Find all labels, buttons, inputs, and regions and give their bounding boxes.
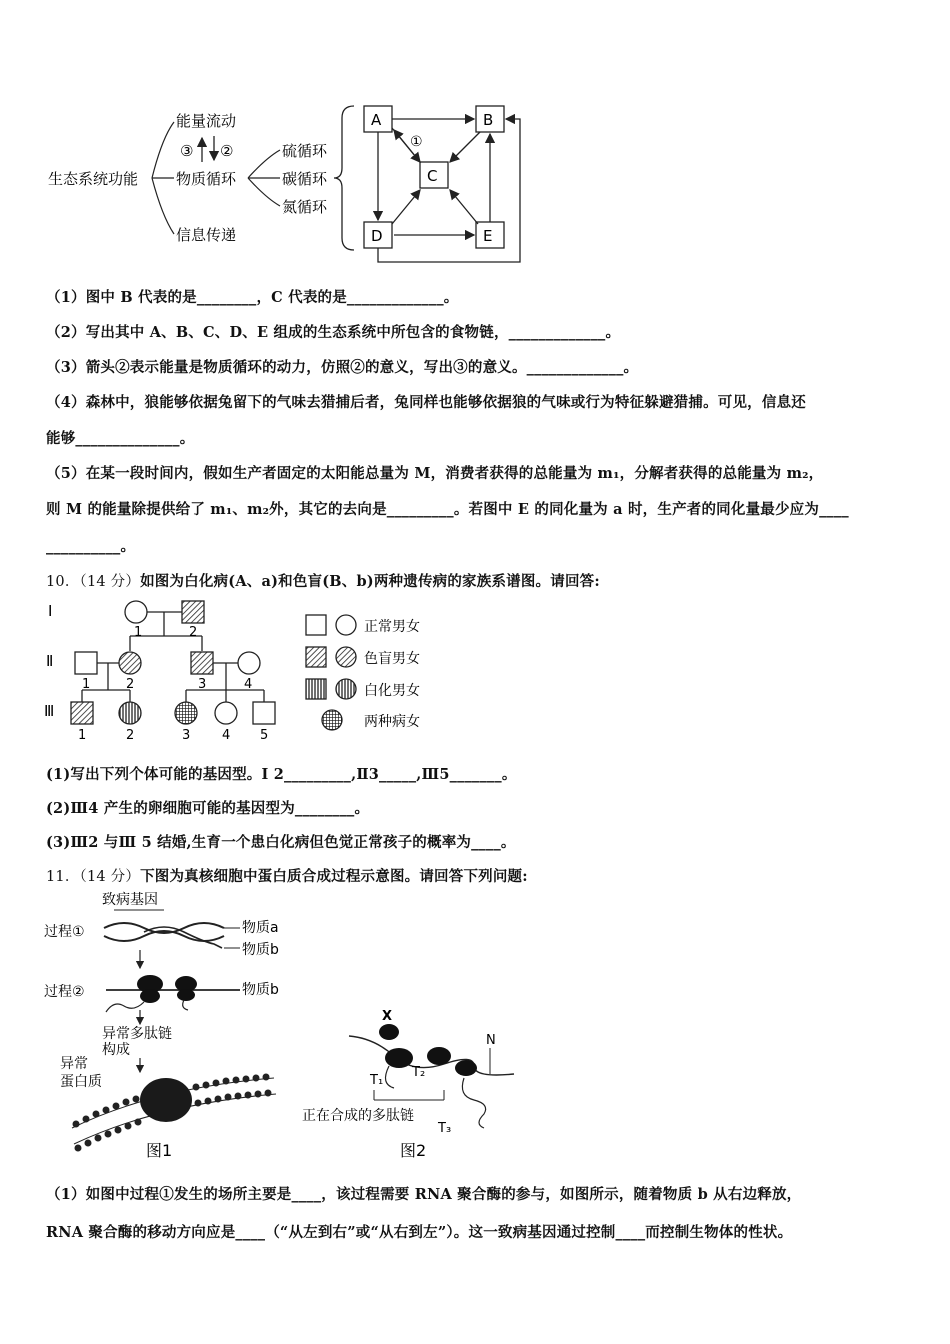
fig1-substance-a: 物质a (242, 920, 279, 936)
q9-part4b: 能够______________。 (46, 430, 195, 447)
legend-colorblind: 色盲男女 (364, 651, 420, 667)
carbon-cycle-label: 碳循环 (282, 170, 328, 188)
eco-root-label: 生态系统功能 (48, 170, 139, 188)
svg-text:2: 2 (126, 728, 135, 743)
legend-normal: 正常男女 (364, 619, 420, 635)
fig1-gene-label: 致病基因 (102, 892, 158, 908)
q10-part2: (2)Ⅲ4 产生的卵细胞可能的基因型为________。 (46, 800, 370, 817)
svg-text:B: B (483, 111, 494, 129)
sulfur-cycle-label: 硫循环 (282, 142, 328, 160)
svg-text:3: 3 (198, 677, 207, 692)
gen-label-3: Ⅲ (44, 702, 55, 720)
II1-male-normal (75, 652, 97, 674)
q11-title (46, 865, 528, 886)
svg-text:A: A (371, 111, 382, 129)
svg-text:2: 2 (189, 625, 198, 640)
q10-part1: (1)写出下列个体可能的基因型。Ⅰ 2_________,Ⅱ3_____,Ⅲ5_______。 (46, 766, 517, 783)
pedigree-figure (44, 594, 444, 744)
fig2-n-label: N (486, 1033, 496, 1048)
q9-part1: （1）图中 B 代表的是________，C 代表的是_____________。 (46, 289, 459, 306)
svg-text:1: 1 (82, 677, 91, 692)
III2-female-albino (119, 702, 141, 724)
q10-title (46, 570, 600, 591)
q11-number: 11．（14 分） (46, 869, 141, 885)
energy-flow-label: 能量流动 (176, 112, 237, 130)
II3-male-colorblind (191, 652, 213, 674)
arrow2-label: ② (220, 142, 234, 160)
fig1-caption: 图1 (146, 1141, 173, 1160)
III5-male-normal (253, 702, 275, 724)
fig1-process2-label: 过程② (44, 984, 85, 1000)
fig1-protein-label1: 异常 (60, 1056, 88, 1072)
nitrogen-cycle-label: 氮循环 (282, 198, 328, 216)
II4-female-normal (238, 652, 260, 674)
arrow3-label: ③ (180, 142, 194, 160)
II2-female-colorblind (119, 652, 141, 674)
fig2-caption: 图2 (400, 1141, 427, 1160)
fig2-chain-label: 正在合成的多肽链 (302, 1108, 414, 1124)
membrane-bilayer (72, 1074, 276, 1152)
q9-part2: （2）写出其中 A、B、C、D、E 组成的生态系统中所包含的食物链，_____________。 (46, 324, 621, 341)
svg-text:D: D (371, 227, 383, 245)
q11-part1a: （1）如图中过程①发生的场所主要是____，该过程需要 RNA 聚合酶的参与，如图所示，随着物质 b 从右边释放， (46, 1186, 802, 1203)
q10-number: 10．（14 分） (46, 574, 141, 590)
svg-text:4: 4 (222, 728, 231, 743)
legend-albino: 白化男女 (364, 683, 420, 699)
q9-part3: （3）箭头②表示能量是物质循环的动力，仿照②的意义，写出③的意义。_____________。 (46, 359, 639, 376)
fig1-substance-b2: 物质b (242, 982, 279, 998)
arrow1-label: ① (410, 134, 423, 150)
I2-male-colorblind (182, 601, 204, 623)
svg-text:3: 3 (182, 728, 191, 743)
protein-synthesis-figure (44, 888, 544, 1163)
q9-part4a: （4）森林中，狼能够依据兔留下的气味去猎捕后者，兔同样也能够依据狼的气味或行为特征躲避猎捕。可见，信息还 (46, 394, 806, 411)
svg-text:5: 5 (260, 728, 269, 743)
svg-text:1: 1 (134, 625, 143, 640)
fig2-t2-label: T₂ (412, 1065, 426, 1080)
III3-female-both (175, 702, 197, 724)
svg-text:2: 2 (126, 677, 135, 692)
fig1-process1-label: 过程① (44, 924, 85, 940)
fig1-substance-b1: 物质b (242, 942, 279, 958)
fig1-chain-label1: 异常多肽链 (102, 1026, 172, 1042)
fig1-chain-label2: 构成 (102, 1042, 130, 1058)
III4-female-normal (215, 702, 237, 724)
gen-label-2: Ⅱ (46, 652, 54, 670)
fig2-t3-label: T₃ (438, 1121, 452, 1136)
fig1-protein-label2: 蛋白质 (60, 1074, 102, 1090)
q9-part5c: __________。 (46, 538, 136, 555)
matter-cycle-label: 物质循环 (176, 170, 237, 188)
III1-male-colorblind (71, 702, 93, 724)
svg-text:C: C (427, 167, 438, 185)
svg-text:4: 4 (244, 677, 253, 692)
legend-both: 两种病女 (364, 714, 420, 730)
q11-title-text: 下图为真核细胞中蛋白质合成过程示意图。请回答下列问题: (140, 868, 528, 885)
abnormal-protein-blob (140, 1078, 192, 1122)
I1-female-normal (125, 601, 147, 623)
q9-part5b: 则 M 的能量除提供给了 m₁、m₂外，其它的去向是_________。若图中 E 的同化量为 a 时，生产者的同化量最少应为____ (46, 501, 849, 518)
info-transfer-label: 信息传递 (176, 226, 237, 244)
fig2-x-label: X (382, 1009, 393, 1024)
gen-label-1: Ⅰ (48, 602, 53, 620)
q10-title-text: 如图为白化病(A、a)和色盲(B、b)两种遗传病的家族系谱图。请回答: (140, 573, 600, 590)
ecosystem-figure (44, 98, 534, 268)
fig2-t1-label: T₁ (370, 1073, 384, 1088)
q11-part1b: RNA 聚合酶的移动方向应是____（“从左到右”或“从右到左”）。这一致病基因通过控制____而控制生物体的性状。 (46, 1224, 793, 1241)
svg-text:E: E (483, 227, 493, 245)
q9-part5a: （5）在某一段时间内，假如生产者固定的太阳能总量为 M，消费者获得的总能量为 m₁，分解者获得的总能量为 m₂， (46, 465, 824, 482)
q10-part3: (3)Ⅲ2 与Ⅲ 5 结婚,生育一个患白化病但色觉正常孩子的概率为____。 (46, 834, 516, 851)
svg-text:1: 1 (78, 728, 87, 743)
